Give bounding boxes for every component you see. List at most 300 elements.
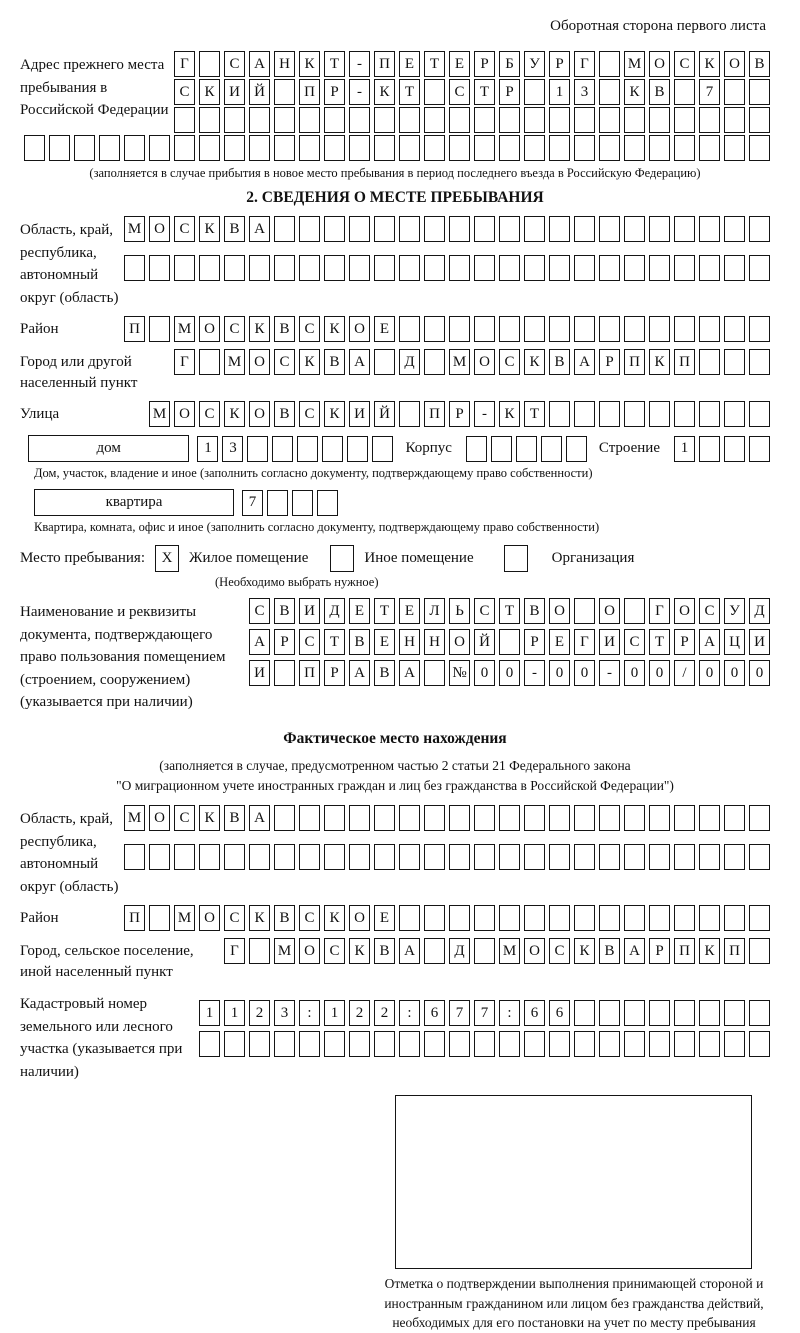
char-cell[interactable]: 6	[549, 1000, 570, 1026]
char-cell[interactable]: Р	[549, 51, 570, 77]
char-cell[interactable]: Н	[274, 51, 295, 77]
char-cell[interactable]: Й	[249, 79, 270, 105]
char-cell[interactable]	[649, 1031, 670, 1057]
char-cell[interactable]	[347, 436, 368, 462]
char-cell[interactable]	[549, 905, 570, 931]
char-cell[interactable]	[424, 938, 445, 964]
char-cell[interactable]	[324, 805, 345, 831]
char-cell[interactable]	[249, 938, 270, 964]
char-cell[interactable]: 0	[749, 660, 770, 686]
char-cell[interactable]	[424, 660, 445, 686]
char-cell[interactable]: С	[274, 349, 295, 375]
char-cell[interactable]	[424, 316, 445, 342]
char-cell[interactable]	[699, 905, 720, 931]
char-cell[interactable]	[574, 905, 595, 931]
char-cell[interactable]: -	[349, 79, 370, 105]
char-cell[interactable]	[267, 490, 288, 516]
char-cell[interactable]: В	[274, 905, 295, 931]
char-cell[interactable]: Р	[499, 79, 520, 105]
char-cell[interactable]: Е	[374, 905, 395, 931]
char-cell[interactable]: С	[174, 216, 195, 242]
char-cell[interactable]: А	[249, 805, 270, 831]
char-cell[interactable]	[624, 135, 645, 161]
char-cell[interactable]	[224, 255, 245, 281]
char-cell[interactable]: С	[299, 401, 320, 427]
char-cell[interactable]: И	[224, 79, 245, 105]
char-cell[interactable]: П	[724, 938, 745, 964]
char-cell[interactable]	[199, 51, 220, 77]
char-cell[interactable]	[724, 349, 745, 375]
char-cell[interactable]	[247, 436, 268, 462]
char-cell[interactable]	[599, 51, 620, 77]
char-cell[interactable]	[399, 401, 420, 427]
char-cell[interactable]: Н	[424, 629, 445, 655]
char-cell[interactable]	[399, 905, 420, 931]
char-cell[interactable]	[399, 107, 420, 133]
checkbox-residential[interactable]: X	[155, 545, 179, 572]
char-cell[interactable]	[699, 401, 720, 427]
char-cell[interactable]	[49, 135, 70, 161]
char-cell[interactable]: Л	[424, 598, 445, 624]
char-cell[interactable]	[174, 135, 195, 161]
char-cell[interactable]	[149, 316, 170, 342]
char-cell[interactable]	[699, 805, 720, 831]
char-cell[interactable]: И	[249, 660, 270, 686]
char-cell[interactable]: Т	[399, 79, 420, 105]
char-cell[interactable]: К	[524, 349, 545, 375]
char-cell[interactable]: Е	[374, 629, 395, 655]
char-cell[interactable]	[724, 255, 745, 281]
char-cell[interactable]	[249, 1031, 270, 1057]
char-cell[interactable]: А	[349, 660, 370, 686]
char-cell[interactable]: 1	[224, 1000, 245, 1026]
char-cell[interactable]	[699, 436, 720, 462]
char-cell[interactable]	[499, 805, 520, 831]
char-cell[interactable]	[599, 401, 620, 427]
char-cell[interactable]	[499, 905, 520, 931]
char-cell[interactable]: Б	[499, 51, 520, 77]
char-cell[interactable]	[174, 107, 195, 133]
char-cell[interactable]	[699, 844, 720, 870]
char-cell[interactable]	[599, 844, 620, 870]
char-cell[interactable]	[399, 255, 420, 281]
char-cell[interactable]	[674, 255, 695, 281]
char-cell[interactable]: В	[374, 660, 395, 686]
char-cell[interactable]	[199, 844, 220, 870]
char-cell[interactable]	[274, 135, 295, 161]
char-cell[interactable]	[566, 436, 587, 462]
char-cell[interactable]: О	[299, 938, 320, 964]
char-cell[interactable]: Г	[224, 938, 245, 964]
char-cell[interactable]: В	[274, 401, 295, 427]
char-cell[interactable]	[399, 316, 420, 342]
char-cell[interactable]: И	[599, 629, 620, 655]
char-cell[interactable]	[749, 1031, 770, 1057]
char-cell[interactable]: А	[249, 629, 270, 655]
char-cell[interactable]	[424, 905, 445, 931]
char-cell[interactable]: С	[174, 79, 195, 105]
char-cell[interactable]: 7	[474, 1000, 495, 1026]
char-cell[interactable]: -	[349, 51, 370, 77]
char-cell[interactable]	[399, 1031, 420, 1057]
char-cell[interactable]	[224, 1031, 245, 1057]
char-cell[interactable]	[524, 316, 545, 342]
char-cell[interactable]: /	[674, 660, 695, 686]
char-cell[interactable]	[599, 216, 620, 242]
char-cell[interactable]: К	[624, 79, 645, 105]
char-cell[interactable]	[724, 79, 745, 105]
char-cell[interactable]	[424, 1031, 445, 1057]
char-cell[interactable]: Д	[324, 598, 345, 624]
char-cell[interactable]	[374, 1031, 395, 1057]
char-cell[interactable]: В	[324, 349, 345, 375]
char-cell[interactable]	[599, 79, 620, 105]
char-cell[interactable]	[174, 255, 195, 281]
char-cell[interactable]	[699, 135, 720, 161]
char-cell[interactable]: 1	[674, 436, 695, 462]
char-cell[interactable]: М	[174, 905, 195, 931]
char-cell[interactable]: О	[524, 938, 545, 964]
char-cell[interactable]	[299, 255, 320, 281]
char-cell[interactable]: П	[624, 349, 645, 375]
char-cell[interactable]: Й	[374, 401, 395, 427]
char-cell[interactable]	[624, 107, 645, 133]
char-cell[interactable]	[699, 349, 720, 375]
char-cell[interactable]: О	[349, 905, 370, 931]
char-cell[interactable]	[649, 401, 670, 427]
char-cell[interactable]	[549, 135, 570, 161]
checkbox-other-premises[interactable]	[330, 545, 354, 572]
char-cell[interactable]	[749, 844, 770, 870]
char-cell[interactable]: К	[199, 79, 220, 105]
char-cell[interactable]	[99, 135, 120, 161]
char-cell[interactable]: П	[299, 660, 320, 686]
char-cell[interactable]	[474, 107, 495, 133]
char-cell[interactable]	[574, 135, 595, 161]
char-cell[interactable]	[272, 436, 293, 462]
char-cell[interactable]: Ь	[449, 598, 470, 624]
char-cell[interactable]: Р	[449, 401, 470, 427]
char-cell[interactable]	[599, 255, 620, 281]
char-cell[interactable]: 1	[197, 436, 218, 462]
char-cell[interactable]: 7	[242, 490, 263, 516]
char-cell[interactable]	[524, 844, 545, 870]
char-cell[interactable]	[599, 1000, 620, 1026]
char-cell[interactable]	[699, 107, 720, 133]
char-cell[interactable]	[524, 1031, 545, 1057]
char-cell[interactable]	[299, 844, 320, 870]
char-cell[interactable]	[24, 135, 45, 161]
char-cell[interactable]	[524, 79, 545, 105]
char-cell[interactable]	[324, 107, 345, 133]
char-cell[interactable]	[549, 107, 570, 133]
char-cell[interactable]	[749, 349, 770, 375]
char-cell[interactable]: С	[174, 805, 195, 831]
char-cell[interactable]	[474, 216, 495, 242]
char-cell[interactable]	[474, 135, 495, 161]
char-cell[interactable]: К	[324, 905, 345, 931]
char-cell[interactable]: :	[499, 1000, 520, 1026]
char-cell[interactable]	[649, 316, 670, 342]
char-cell[interactable]	[499, 844, 520, 870]
char-cell[interactable]: Д	[449, 938, 470, 964]
char-cell[interactable]: К	[499, 401, 520, 427]
char-cell[interactable]	[149, 255, 170, 281]
char-cell[interactable]: 1	[324, 1000, 345, 1026]
char-cell[interactable]: П	[424, 401, 445, 427]
char-cell[interactable]: Т	[374, 598, 395, 624]
char-cell[interactable]	[74, 135, 95, 161]
char-cell[interactable]	[749, 135, 770, 161]
char-cell[interactable]	[499, 1031, 520, 1057]
char-cell[interactable]	[499, 216, 520, 242]
char-cell[interactable]: А	[399, 938, 420, 964]
char-cell[interactable]: О	[549, 598, 570, 624]
char-cell[interactable]: Д	[749, 598, 770, 624]
char-cell[interactable]	[299, 135, 320, 161]
char-cell[interactable]: 7	[699, 79, 720, 105]
char-cell[interactable]	[599, 107, 620, 133]
char-cell[interactable]: И	[349, 401, 370, 427]
char-cell[interactable]	[574, 401, 595, 427]
char-cell[interactable]	[674, 216, 695, 242]
char-cell[interactable]: -	[474, 401, 495, 427]
char-cell[interactable]	[674, 844, 695, 870]
char-cell[interactable]	[199, 1031, 220, 1057]
char-cell[interactable]	[649, 255, 670, 281]
char-cell[interactable]	[724, 135, 745, 161]
char-cell[interactable]	[549, 255, 570, 281]
char-cell[interactable]: В	[349, 629, 370, 655]
char-cell[interactable]	[649, 805, 670, 831]
char-cell[interactable]	[549, 1031, 570, 1057]
char-cell[interactable]: В	[274, 316, 295, 342]
char-cell[interactable]	[349, 216, 370, 242]
char-cell[interactable]: К	[574, 938, 595, 964]
char-cell[interactable]	[449, 107, 470, 133]
char-cell[interactable]	[449, 905, 470, 931]
char-cell[interactable]: К	[199, 216, 220, 242]
char-cell[interactable]: М	[124, 805, 145, 831]
char-cell[interactable]: К	[649, 349, 670, 375]
char-cell[interactable]	[724, 805, 745, 831]
char-cell[interactable]	[274, 805, 295, 831]
char-cell[interactable]: В	[649, 79, 670, 105]
char-cell[interactable]	[624, 401, 645, 427]
char-cell[interactable]: К	[299, 349, 320, 375]
char-cell[interactable]	[349, 107, 370, 133]
char-cell[interactable]	[524, 216, 545, 242]
confirmation-stamp-box[interactable]	[395, 1095, 752, 1269]
char-cell[interactable]: О	[674, 598, 695, 624]
char-cell[interactable]: О	[149, 216, 170, 242]
char-cell[interactable]	[724, 401, 745, 427]
char-cell[interactable]: 0	[724, 660, 745, 686]
char-cell[interactable]: Е	[449, 51, 470, 77]
char-cell[interactable]	[599, 135, 620, 161]
char-cell[interactable]	[674, 107, 695, 133]
char-cell[interactable]: И	[299, 598, 320, 624]
char-cell[interactable]	[724, 844, 745, 870]
char-cell[interactable]: Т	[499, 598, 520, 624]
char-cell[interactable]: Т	[424, 51, 445, 77]
char-cell[interactable]	[624, 1031, 645, 1057]
char-cell[interactable]	[549, 844, 570, 870]
char-cell[interactable]: С	[199, 401, 220, 427]
char-cell[interactable]: С	[224, 905, 245, 931]
char-cell[interactable]: Д	[399, 349, 420, 375]
char-cell[interactable]: 0	[699, 660, 720, 686]
char-cell[interactable]	[424, 805, 445, 831]
char-cell[interactable]	[424, 349, 445, 375]
char-cell[interactable]	[449, 216, 470, 242]
char-cell[interactable]: Е	[399, 598, 420, 624]
char-cell[interactable]: М	[149, 401, 170, 427]
char-cell[interactable]	[449, 844, 470, 870]
char-cell[interactable]	[724, 216, 745, 242]
char-cell[interactable]: О	[474, 349, 495, 375]
char-cell[interactable]	[549, 316, 570, 342]
char-cell[interactable]	[549, 401, 570, 427]
char-cell[interactable]	[724, 436, 745, 462]
char-cell[interactable]	[516, 436, 537, 462]
char-cell[interactable]: Г	[174, 349, 195, 375]
char-cell[interactable]	[474, 805, 495, 831]
char-cell[interactable]	[649, 135, 670, 161]
char-cell[interactable]: К	[699, 938, 720, 964]
char-cell[interactable]: С	[299, 905, 320, 931]
char-cell[interactable]	[149, 135, 170, 161]
char-cell[interactable]	[224, 135, 245, 161]
char-cell[interactable]: С	[624, 629, 645, 655]
char-cell[interactable]	[374, 135, 395, 161]
char-cell[interactable]: И	[749, 629, 770, 655]
char-cell[interactable]	[249, 107, 270, 133]
char-cell[interactable]: М	[224, 349, 245, 375]
char-cell[interactable]	[749, 255, 770, 281]
char-cell[interactable]	[649, 216, 670, 242]
char-cell[interactable]: 0	[649, 660, 670, 686]
char-cell[interactable]	[322, 436, 343, 462]
char-cell[interactable]	[424, 255, 445, 281]
char-cell[interactable]	[124, 255, 145, 281]
char-cell[interactable]	[499, 316, 520, 342]
char-cell[interactable]: Т	[474, 79, 495, 105]
char-cell[interactable]: К	[374, 79, 395, 105]
char-cell[interactable]: Р	[274, 629, 295, 655]
char-cell[interactable]	[674, 805, 695, 831]
char-cell[interactable]	[399, 844, 420, 870]
char-cell[interactable]	[624, 805, 645, 831]
char-cell[interactable]: С	[299, 629, 320, 655]
char-cell[interactable]: Р	[524, 629, 545, 655]
char-cell[interactable]	[149, 905, 170, 931]
char-cell[interactable]	[749, 905, 770, 931]
char-cell[interactable]	[474, 938, 495, 964]
char-cell[interactable]: В	[599, 938, 620, 964]
char-cell[interactable]	[674, 316, 695, 342]
char-cell[interactable]: Т	[524, 401, 545, 427]
char-cell[interactable]	[274, 844, 295, 870]
char-cell[interactable]	[374, 216, 395, 242]
char-cell[interactable]	[499, 135, 520, 161]
char-cell[interactable]: Г	[574, 51, 595, 77]
char-cell[interactable]	[724, 1000, 745, 1026]
char-cell[interactable]	[474, 255, 495, 281]
char-cell[interactable]	[749, 216, 770, 242]
char-cell[interactable]: С	[474, 598, 495, 624]
char-cell[interactable]: П	[124, 316, 145, 342]
char-cell[interactable]	[474, 316, 495, 342]
char-cell[interactable]	[424, 79, 445, 105]
char-cell[interactable]	[674, 135, 695, 161]
char-cell[interactable]: С	[324, 938, 345, 964]
char-cell[interactable]	[349, 805, 370, 831]
char-cell[interactable]: М	[274, 938, 295, 964]
char-cell[interactable]	[574, 1000, 595, 1026]
char-cell[interactable]	[649, 844, 670, 870]
char-cell[interactable]	[749, 805, 770, 831]
char-cell[interactable]	[374, 107, 395, 133]
char-cell[interactable]	[599, 805, 620, 831]
char-cell[interactable]	[249, 135, 270, 161]
char-cell[interactable]: У	[724, 598, 745, 624]
char-cell[interactable]: О	[599, 598, 620, 624]
char-cell[interactable]	[297, 436, 318, 462]
char-cell[interactable]	[199, 135, 220, 161]
char-cell[interactable]	[624, 1000, 645, 1026]
char-cell[interactable]	[449, 316, 470, 342]
char-cell[interactable]: В	[224, 216, 245, 242]
char-cell[interactable]	[699, 1000, 720, 1026]
char-cell[interactable]	[274, 255, 295, 281]
char-cell[interactable]	[749, 1000, 770, 1026]
char-cell[interactable]	[749, 107, 770, 133]
char-cell[interactable]	[474, 905, 495, 931]
char-cell[interactable]: С	[449, 79, 470, 105]
char-cell[interactable]: 0	[474, 660, 495, 686]
char-cell[interactable]: О	[724, 51, 745, 77]
char-cell[interactable]: Р	[324, 79, 345, 105]
char-cell[interactable]	[424, 135, 445, 161]
char-cell[interactable]: 6	[424, 1000, 445, 1026]
char-cell[interactable]: О	[199, 905, 220, 931]
char-cell[interactable]	[466, 436, 487, 462]
char-cell[interactable]: А	[699, 629, 720, 655]
char-cell[interactable]	[399, 135, 420, 161]
char-cell[interactable]: У	[524, 51, 545, 77]
char-cell[interactable]: К	[324, 316, 345, 342]
char-cell[interactable]: С	[224, 51, 245, 77]
char-cell[interactable]: П	[674, 938, 695, 964]
char-cell[interactable]: А	[249, 51, 270, 77]
char-cell[interactable]: 7	[449, 1000, 470, 1026]
char-cell[interactable]: М	[124, 216, 145, 242]
char-cell[interactable]: 3	[222, 436, 243, 462]
char-cell[interactable]	[399, 216, 420, 242]
char-cell[interactable]: Т	[649, 629, 670, 655]
char-cell[interactable]	[649, 107, 670, 133]
char-cell[interactable]: 1	[549, 79, 570, 105]
char-cell[interactable]: 2	[349, 1000, 370, 1026]
char-cell[interactable]: В	[749, 51, 770, 77]
char-cell[interactable]: О	[199, 316, 220, 342]
char-cell[interactable]	[449, 805, 470, 831]
char-cell[interactable]	[449, 1031, 470, 1057]
char-cell[interactable]: Р	[474, 51, 495, 77]
char-cell[interactable]: Н	[399, 629, 420, 655]
char-cell[interactable]	[749, 79, 770, 105]
